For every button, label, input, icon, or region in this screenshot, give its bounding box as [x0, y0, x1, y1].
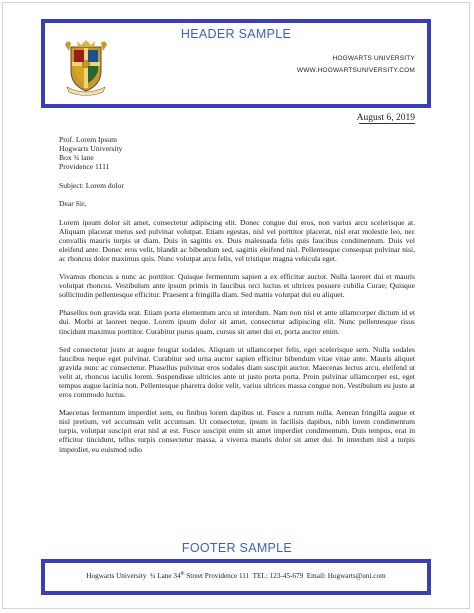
letter-salutation: Dear Sir, — [59, 199, 87, 209]
footer-org: Hogwarts University — [86, 572, 147, 580]
footer-address-sup: th — [180, 571, 185, 577]
letter-paragraph: Phasellus non gravida erat. Etiam porta elementum arcu ut interdum. Nam non nisl et ante ullamcorper dictum id et dui. Morbi at laoreet neque. Lorem ipsum dolor sit amet, consectetur adipiscing elit. Nunc pellentesque risus tincidunt maximus porttitor. Curabitur purus quam, cursus sit amet dui et, porta auctor enim. — [59, 308, 415, 336]
footer-address-part2: Street Providence 111 — [186, 572, 250, 580]
footer-address-part1: ¾ Lane 34 — [150, 572, 181, 580]
letter-paragraph: Lorem ipsum dolor sit amet, consectetur adipiscing elit. Donec congue dui eros, non varius arcu scelerisque at. Aliquam placerat metus sed pulvinar volutpat. Etiam egestas, nisl vel porttitor placerat, nisl erat molestie leo, nec convallis mauris turpis ut diam. Duis in sagittis ex. Duis malesuada felis quis faucibus condimentum. Duis vel eleifend ante. Donec eros velit, blandit ac bibendum sed, sagittis eleifend nisl. Pellentesque consequat pulvinar nisi, ac rhoncus dolor maximus quis. Nunc volutpat arcu felis, vel tristique magna vehicula eget. — [59, 217, 415, 263]
recipient-line: Providence 1111 — [59, 162, 110, 172]
header-org-info — [297, 53, 415, 77]
letter-date: August 6, 2019 — [356, 113, 415, 123]
header-title: HEADER SAMPLE — [180, 27, 292, 41]
letter-paragraph: Vivamus rhoncus a nunc ac porttitor. Quisque fermentum sapien a ex efficitur auctor. Nulla laoreet dui et mauris volutpat rhoncus. Vestibulum ante ipsum primis in faucibus orci luctus et ultrices posuere cubilia Curae; Quisque sollicitudin pellentesque efficitur. Praesent a fringilla diam. Sed mattis volutpat dui eu aliquet. — [59, 272, 415, 300]
letter-paragraph: Sed consectetur justo at augue feugiat sodales. Aliquam ut ullamcorper felis, eget scelerisque sem. Nulla sodales faucibus neque eget pulvinar. Curabitur sed urna auctor sapien efficitur bibendum vitae vitae ante. Mauris aliquet gravida nunc ac consectetur. Phasellus pulvinar eros sodales diam suscipit auctor. Maecenas lectus arcu, eleifend ut velit at, rhoncus iaculis lorem. Suspendisse ultricies ante ut justo porta porta. Proin pulvinar ullamcorper est, eget tempus augue lacinia non. Pellentesque pharetra dolor velit, varius ultrices massa congue non. Vestibulum eu justo at eros commodo luctus. — [59, 344, 415, 400]
crest-icon — [63, 37, 109, 97]
header-box — [41, 19, 431, 108]
footer-tel: TEL: 123-45-679 — [252, 572, 304, 580]
org-name: HOGWARTS UNIVERSITY — [332, 55, 415, 62]
recipient-line: Hogwarts University — [59, 144, 123, 154]
letter-body — [59, 135, 415, 454]
org-website: WWW.HOGWARTSUNIVERSITY.COM — [296, 67, 415, 74]
footer-email: Email: Hogwarts@uni.com — [306, 572, 386, 580]
date-underline — [359, 123, 415, 124]
footer-title: FOOTER SAMPLE — [181, 541, 293, 555]
footer-box — [41, 559, 431, 595]
recipient-line: Prof. Lorem Ipsum — [59, 135, 117, 144]
letter-subject: Subject: Lorem dolor — [59, 181, 124, 191]
letter-paragraph: Maecenas fermentum imperdiet sem, eu finibus lorem dapibus ut. Fusce a rutrum nulla. Aenean fringilla augue et nisl pretium, vel accumsan velit accumsan. Ut consectetur, ipsum in facilisis dapibus, nibh lorem condimentum turpis, volutpat suscipit erat nisl at est. Fusce suscipit enim sit amet imperdiet condimentum. Duis tempus, erat in efficitur tincidunt, tellus turpis consectetur massa, a viverra mauris dolor sit amet dui. In interdum nisl a turpis imperdiet, eu euismod odio — [59, 408, 415, 454]
recipient-line: Box ¾ lane — [59, 153, 94, 163]
footer-contact — [45, 572, 427, 580]
recipient-address — [59, 135, 415, 171]
